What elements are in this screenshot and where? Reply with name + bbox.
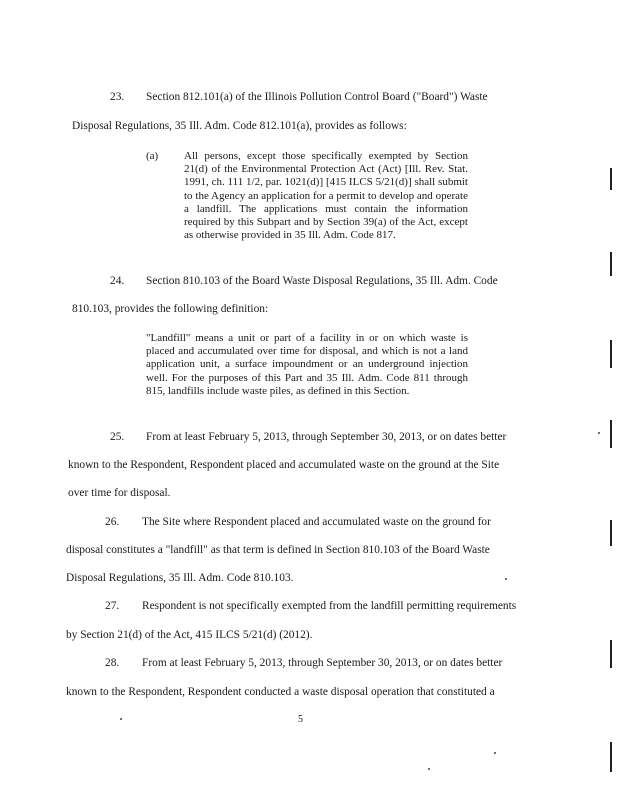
paragraph-23-line-1: Section 812.101(a) of the Illinois Pollution Control Board ("Board") Waste xyxy=(146,91,488,103)
scan-speck xyxy=(494,752,496,754)
paragraph-25-line-3: over time for disposal. xyxy=(68,487,171,499)
scan-speck xyxy=(505,578,507,580)
paragraph-24-line-2: 810.103, provides the following definition: xyxy=(72,303,269,315)
scan-margin-mark xyxy=(610,742,612,772)
paragraph-27-number: 27. xyxy=(105,600,120,612)
scan-speck xyxy=(598,432,600,434)
paragraph-28-line-2: known to the Respondent, Respondent conducted a waste disposal operation that constituted a xyxy=(66,686,495,698)
quote-landfill-block xyxy=(146,332,468,398)
quote-a-block xyxy=(184,150,468,242)
paragraph-28-line-1: From at least February 5, 2013, through September 30, 2013, or on dates better xyxy=(142,657,503,669)
scan-margin-mark xyxy=(610,520,612,546)
paragraph-26-line-2: disposal constitutes a "landfill" as that term is defined in Section 810.103 of the Board Waste xyxy=(66,544,490,556)
scan-speck xyxy=(120,718,122,720)
scan-margin-mark xyxy=(610,340,612,368)
paragraph-24-number: 24. xyxy=(110,275,125,287)
paragraph-27-line-1: Respondent is not specifically exempted from the landfill permitting requirements xyxy=(142,600,517,612)
paragraph-26-line-3: Disposal Regulations, 35 Ill. Adm. Code 810.103. xyxy=(66,572,294,584)
paragraph-27-line-2: by Section 21(d) of the Act, 415 ILCS 5/21(d) (2012). xyxy=(66,629,313,641)
quote-a-text: All persons, except those specifically exempted by Section 21(d) of the Environmental Protection Act (Act) [Ill. Rev. Stat. 1991, ch. 111 1/2, par. 1021(d)] [415 ILCS 5/21(d)] shall submit to the Agency an application for a permit to develop and operate a landfill. The applications must contain the information required by this Subpart and by Section 39(a) of the Act, except as otherwise provided in 35 Ill. Adm. Code 817. xyxy=(184,150,468,242)
paragraph-26-line-1: The Site where Respondent placed and accumulated waste on the ground for xyxy=(142,516,491,528)
scan-margin-mark xyxy=(610,640,612,668)
paragraph-26-number: 26. xyxy=(105,516,120,528)
paragraph-25-line-2: known to the Respondent, Respondent placed and accumulated waste on the ground at the Site xyxy=(68,459,500,471)
paragraph-24-line-1: Section 810.103 of the Board Waste Disposal Regulations, 35 Ill. Adm. Code xyxy=(146,275,498,287)
scan-speck xyxy=(428,768,430,770)
paragraph-23-line-2: Disposal Regulations, 35 Ill. Adm. Code 812.101(a), provides as follows: xyxy=(72,120,407,132)
scan-margin-mark xyxy=(610,420,612,448)
page-number: 5 xyxy=(298,714,303,725)
scan-margin-mark xyxy=(610,252,612,276)
quote-a-label: (a) xyxy=(146,150,159,162)
scan-margin-mark xyxy=(610,168,612,190)
paragraph-23-number: 23. xyxy=(110,91,125,103)
paragraph-25-number: 25. xyxy=(110,431,125,443)
paragraph-28-number: 28. xyxy=(105,657,120,669)
quote-landfill-text: "Landfill" means a unit or part of a facility in or on which waste is placed and accumulated over time for disposal, and which is not a land application unit, a surface impoundment or an underground injection well. For the purposes of this Part and 35 Ill. Adm. Code 811 through 815, landfills include waste piles, as defined in this Section. xyxy=(146,332,468,397)
paragraph-25-line-1: From at least February 5, 2013, through September 30, 2013, or on dates better xyxy=(146,431,507,443)
